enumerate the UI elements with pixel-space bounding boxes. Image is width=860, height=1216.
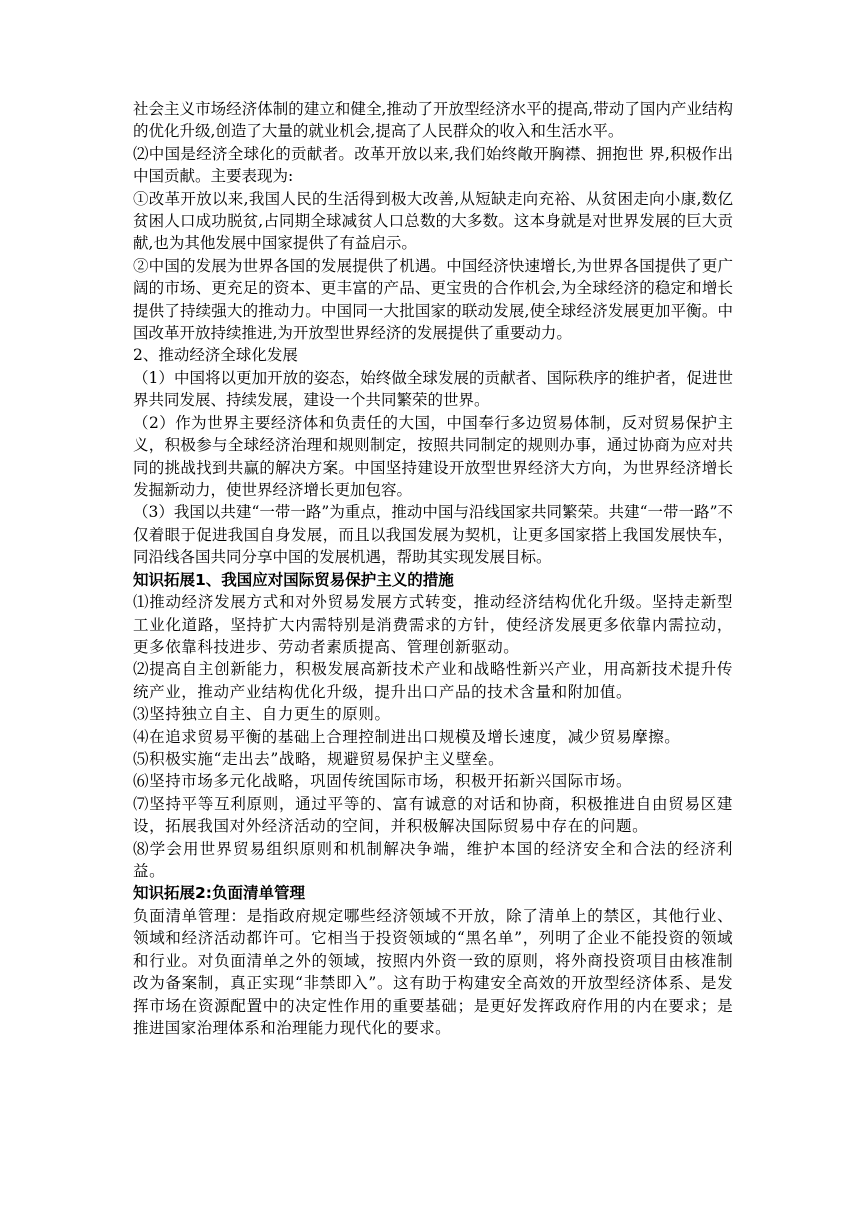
paragraph: （1）中国将以更加开放的姿态，始终做全球发展的贡献者、国际秩序的维护者，促进世界共同发展、持续发展，建设一个共同繁荣的世界。 <box>133 368 733 410</box>
paragraph: ②中国的发展为世界各国的发展提供了机遇。中国经济快速增长,为世界各国提供了更广阔的市场、更充足的资本、更丰富的产品、更宝贵的合作机会,为全球经济的稳定和增长提供了持续强大的推动力。中国同一大批国家的联动发展,使全球经济发展更加平衡。中国改革开放持续推进,为开放型世界经济的发展提供了重要动力。 <box>133 256 733 343</box>
list-item: ⑸积极实施“走出去”战略，规避贸易保护主义壁垒。 <box>133 749 505 768</box>
list-item: ⑶坚持独立自主、自力更生的原则。 <box>133 705 391 724</box>
paragraph: 社会主义市场经济体制的建立和健全,推动了开放型经济水平的提高,带动了国内产业结构的优化升级,创造了大量的就业机会,提高了人民群众的收入和生活水平。 <box>133 100 733 141</box>
document-page <box>133 98 733 1039</box>
paragraph: （3）我国以共建“一带一路”为重点，推动中国与沿线国家共同繁荣。共建“一带一路”不仅着眼于促进我国自身发展，而且以我国发展为契机，让更多国家搭上我国发展快车，同沿线各国共同分享中国的发展机遇，帮助其实现发展目标。 <box>133 503 733 567</box>
list-item: ⑷在追求贸易平衡的基础上合理控制进出口规模及增长速度，减少贸易摩擦。 <box>133 727 681 746</box>
section-economic-globalization <box>133 98 733 569</box>
paragraph: （2）作为世界主要经济体和负责任的大国，中国奉行多边贸易体制，反对贸易保护主义，积极参与全球经济治理和规则制定，按照共同制定的规则办事，通过协商为应对共同的挑战找到共赢的解决方案。中国坚持建设开放型世界经济大方向，为世界经济增长发掘新动力，使世界经济增长更加包容。 <box>133 413 733 499</box>
section-heading: 知识拓展1、我国应对国际贸易保护主义的措施 <box>133 570 454 589</box>
list-item: ⑻学会用世界贸易组织原则和机制解决争端，维护本国的经济安全和合法的经济利益。 <box>133 839 733 880</box>
paragraph: ⑵中国是经济全球化的贡献者。改革开放以来,我们始终敞开胸襟、拥抱世 界,积极作出中国贡献。主要表现为: <box>133 144 733 186</box>
list-item: ⑵提高自主创新能力，积极发展高新技术产业和战略性新兴产业，用高新技术提升传统产业，推动产业结构优化升级，提升出口产品的技术含量和附加值。 <box>133 660 733 701</box>
list-item: ⑴推动经济发展方式和对外贸易发展方式转变，推动经济结构优化升级。坚持走新型工业化道路，坚持扩大内需特别是消费需求的方针，使经济发展更多依靠内需拉动，更多依靠科技进步、劳动者素质提高、管理创新驱动。 <box>133 593 733 656</box>
section-heading: 知识拓展2:负面清单管理 <box>133 884 305 903</box>
paragraph: ①改革开放以来,我国人民的生活得到极大改善,从短缺走向充裕、从贫困走向小康,数亿贫困人口成功脱贫,占同期全球减贫人口总数的大多数。这本身就是对世界发展的巨大贡献,也为其他发展中国家提供了有益启示。 <box>133 189 733 253</box>
subheading: 2、推动经济全球化发展 <box>133 346 298 365</box>
section-trade-protectionism-measures <box>133 569 733 883</box>
paragraph: 负面清单管理：是指政府规定哪些经济领域不开放，除了清单上的禁区，其他行业、领域和经济活动都许可。它相当于投资领域的“黑名单”，列明了企业不能投资的领域和行业。对负面清单之外的领域，按照内外资一致的原则，将外商投资项目由核准制改为备案制，真正实现“非禁即入”。这有助于构建安全高效的开放型经济体系、是发挥市场在资源配置中的决定性作用的重要基础；是更好发挥政府作用的内在要求；是推进国家治理体系和治理能力现代化的要求。 <box>133 907 733 1038</box>
list-item: ⑺坚持平等互利原则，通过平等的、富有诚意的对话和协商，积极推进自由贸易区建设，拓展我国对外经济活动的空间，并积极解决国际贸易中存在的问题。 <box>133 794 733 836</box>
list-item: ⑹坚持市场多元化战略，巩固传统国际市场，积极开拓新兴国际市场。 <box>133 772 633 791</box>
section-negative-list <box>133 882 733 1039</box>
